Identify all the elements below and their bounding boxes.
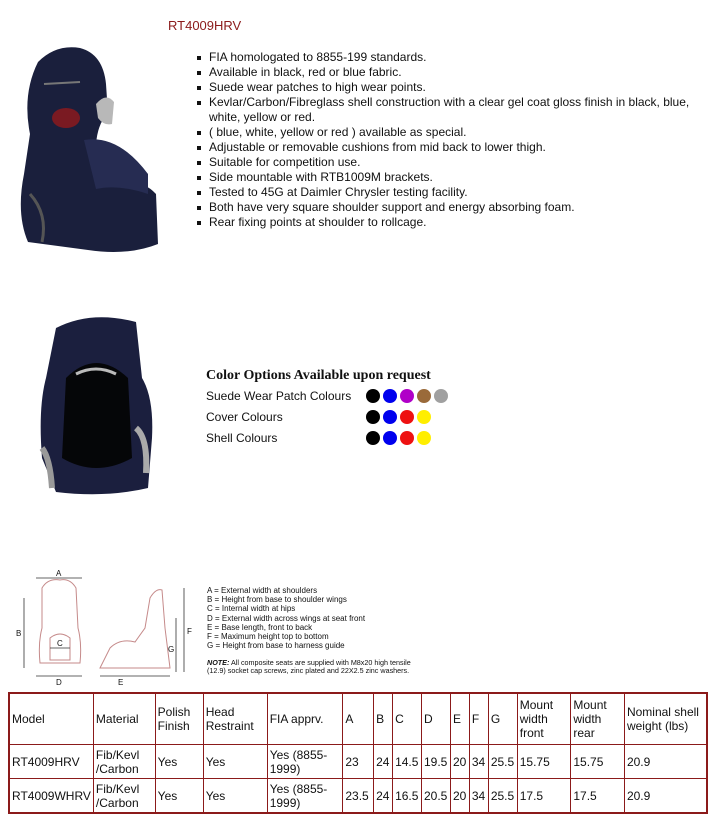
table-header: Mount width rear [571,693,625,745]
table-cell: 15.75 [517,745,571,779]
legend-item: C = Internal width at hips [207,604,296,614]
color-swatches [366,389,448,403]
feature-item: FIA homologated to 8855-199 standards. [196,50,696,65]
color-swatch [417,410,431,424]
table-cell: 25.5 [488,745,517,779]
diagram-label-d: D [56,678,62,687]
table-cell: 20.9 [624,745,707,779]
table-cell: Yes (8855-1999) [267,745,343,779]
feature-item: Suede wear patches to high wear points. [196,80,696,95]
table-header: E [450,693,469,745]
dimension-legend [207,586,407,650]
color-swatch [383,410,397,424]
color-swatch [400,389,414,403]
table-cell: 23.5 [343,779,374,814]
feature-item: ( blue, white, yellow or red ) available as special. [196,125,696,140]
table-header: Head Restraint [203,693,267,745]
color-swatch [366,410,380,424]
legend-item: D = External width across wings at seat front [207,613,366,623]
table-cell: 24 [374,779,393,814]
feature-item: Available in black, red or blue fabric. [196,65,696,80]
diagram-label-e: E [118,678,124,687]
feature-item: Suitable for competition use. [196,155,696,170]
legend-item: G = Height from base to harness guide [207,641,345,651]
table-header: F [469,693,488,745]
note-body: All composite seats are supplied with M8x20 high tensile (12.9) socket cap screws, zinc plated and 22X2.5 zinc washers. [207,658,411,676]
color-swatches [366,431,431,445]
table-header: C [393,693,422,745]
table-header: Polish Finish [155,693,203,745]
table-header: FIA apprv. [267,693,343,745]
table-cell: Fib/Kevl /Carbon [93,779,155,814]
color-row-label: Suede Wear Patch Colours [206,389,352,403]
cover-colour-row [206,408,431,426]
diagram-label-b: B [16,629,22,638]
table-header: D [422,693,451,745]
table-cell: Yes [155,779,203,814]
feature-list [196,50,696,230]
note-label: NOTE: [207,658,230,667]
color-swatch [366,389,380,403]
color-swatch [434,389,448,403]
table-cell: 20 [450,745,469,779]
feature-item: Tested to 45G at Daimler Chrysler testing facility. [196,185,696,200]
table-cell: 15.75 [571,745,625,779]
table-header: Material [93,693,155,745]
legend-item: F = Maximum height top to bottom [207,632,329,642]
feature-item: Both have very square shoulder support and energy absorbing foam. [196,200,696,215]
color-swatch [417,431,431,445]
diagram-label-c: C [57,639,63,648]
feature-item: Kevlar/Carbon/Fibreglass shell construction with a clear gel coat gloss finish in black, blue, white, yellow or red. [196,95,696,125]
legend-item: A = External width at shoulders [207,586,318,595]
table-cell: 19.5 [422,745,451,779]
table-row [9,745,707,779]
table-header: Model [9,693,93,745]
table-cell: 17.5 [571,779,625,814]
table-cell: 14.5 [393,745,422,779]
color-options-title: Color Options Available upon request [206,368,431,383]
diagram-label-g: G [168,645,175,654]
feature-item: Rear fixing points at shoulder to rollcage. [196,215,696,230]
color-swatch [417,389,431,403]
feature-item: Adjustable or removable cushions from mid back to lower thigh. [196,140,696,155]
seat-rear-image [36,308,156,498]
table-cell: Yes [203,745,267,779]
seat-front-image [8,44,163,254]
table-row [9,779,707,814]
table-header: Mount width front [517,693,571,745]
table-cell: 20.9 [624,779,707,814]
table-cell: 24 [374,745,393,779]
table-cell: 20.5 [422,779,451,814]
product-title: RT4009HRV [168,18,242,33]
table-cell: Yes (8855-1999) [267,779,343,814]
diagram-label-f: F [187,627,192,636]
feature-item: Side mountable with RTB1009M brackets. [196,170,696,185]
table-header: A [343,693,374,745]
color-row-label: Shell Colours [206,431,278,445]
legend-item: B = Height from base to shoulder wings [207,595,347,605]
color-swatch [400,431,414,445]
color-swatch [366,431,380,445]
table-header-row [9,693,707,745]
table-header: Nominal shell weight (lbs) [624,693,707,745]
diagram-label-a: A [56,569,62,578]
table-cell: 34 [469,779,488,814]
shell-colour-row [206,429,431,447]
table-cell: Yes [203,779,267,814]
table-header: B [374,693,393,745]
color-swatches [366,410,431,424]
table-cell: Yes [155,745,203,779]
table-cell: 25.5 [488,779,517,814]
table-cell: RT4009HRV [9,745,93,779]
table-cell: 20 [450,779,469,814]
dimension-diagram [10,568,195,688]
table-cell: 16.5 [393,779,422,814]
note-text [207,659,417,676]
table-header: G [488,693,517,745]
spec-table [8,692,708,814]
legend-item: E = Base length, front to back [207,622,313,632]
color-swatch [383,431,397,445]
table-cell: RT4009WHRV [9,779,93,814]
color-swatch [383,389,397,403]
suede-colour-row [206,387,448,405]
table-cell: 23 [343,745,374,779]
color-row-label: Cover Colours [206,410,283,424]
color-swatch [400,410,414,424]
table-cell: 34 [469,745,488,779]
table-cell: Fib/Kevl /Carbon [93,745,155,779]
table-cell: 17.5 [517,779,571,814]
